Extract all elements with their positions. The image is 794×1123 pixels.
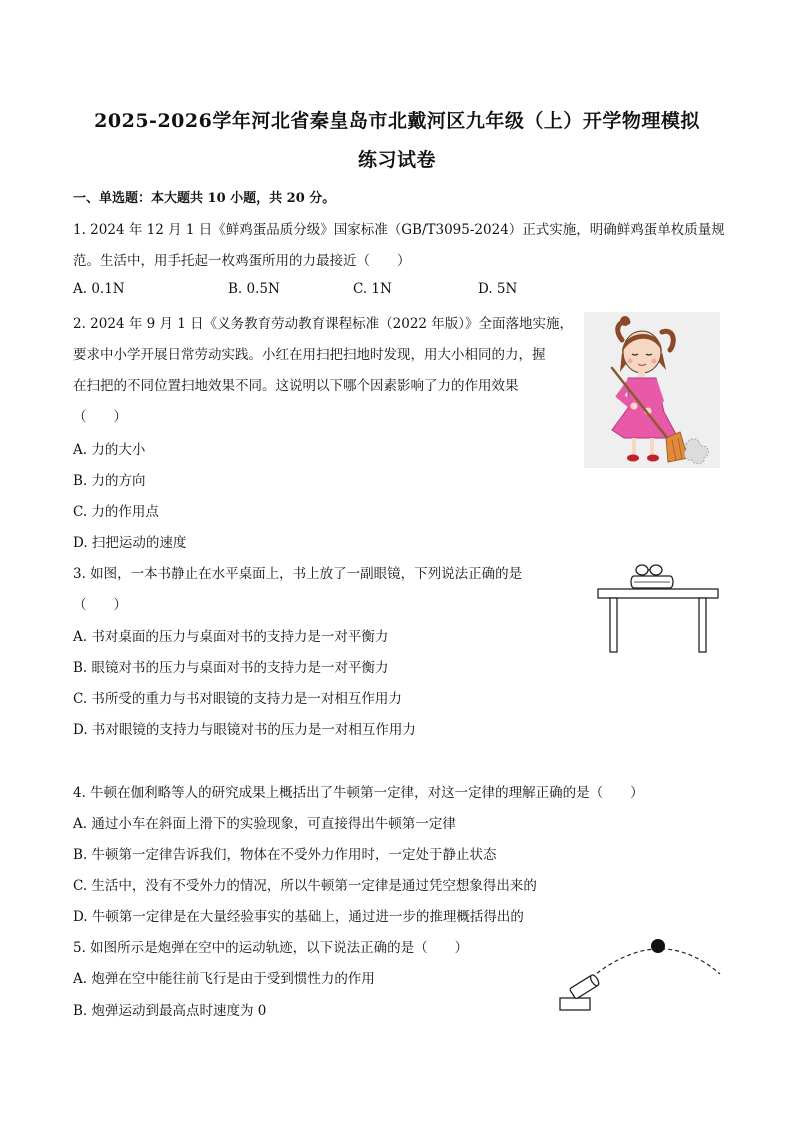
section-heading: 一、单选题：本大题共 10 小题，共 20 分。 [73,191,336,206]
q2-option-c: C. 力的作用点 [73,504,159,520]
q1-stem-line-1: 1. 2024 年 12 月 1 日《鲜鸡蛋品质分级》国家标准（GB/T3095-2024）正式实施，明确鲜鸡蛋单枚质量规 [73,222,725,238]
girl-sweeping-illustration [584,312,720,468]
q3-option-c: C. 书所受的重力与书对眼镜的支持力是一对相互作用力 [73,691,402,707]
cannon-trajectory-diagram [556,932,722,1014]
q2-option-b: B. 力的方向 [73,473,146,489]
q4-option-a: A. 通过小车在斜面上滑下的实验现象，可直接得出牛顿第一定律 [73,816,456,832]
q1-stem-line-2: 范。生活中，用手托起一枚鸡蛋所用的力最接近（ ） [73,253,411,269]
q3-option-d: D. 书对眼镜的支持力与眼镜对书的压力是一对相互作用力 [73,722,416,738]
q5-option-b: B. 炮弹运动到最高点时速度为 0 [73,1003,267,1019]
q2-stem-line-1: 2. 2024 年 9 月 1 日《义务教育劳动教育课程标准（2022 年版）》全面落地实施， [73,316,574,332]
q3-stem-line-2: （ ） [73,597,127,613]
q3-option-a: A. 书对桌面的压力与桌面对书的支持力是一对平衡力 [73,629,389,645]
exam-title-line-1: 2025-2026学年河北省秦皇岛市北戴河区九年级（上）开学物理模拟 [94,110,700,132]
q5-option-a: A. 炮弹在空中能往前飞行是由于受到惯性力的作用 [73,971,375,987]
q2-stem-line-3: 在扫把的不同位置扫地效果不同。这说明以下哪个因素影响了力的作用效果 [73,378,519,394]
q4-option-d: D. 牛顿第一定律是在大量经验事实的基础上，通过进一步的推理概括得出的 [73,909,524,925]
q2-stem-line-2: 要求中小学开展日常劳动实践。小红在用扫把扫地时发现，用大小相同的力，握 [73,347,546,363]
q1-option-b: B. 0.5N [228,281,280,297]
q4-stem-line-1: 4. 牛顿在伽利略等人的研究成果上概括出了牛顿第一定律，对这一定律的理解正确的是（ ） [73,785,644,801]
q2-option-d: D. 扫把运动的速度 [73,535,187,551]
q4-option-b: B. 牛顿第一定律告诉我们，物体在不受外力作用时，一定处于静止状态 [73,847,497,863]
q1-option-d: D. 5N [478,281,518,297]
q2-stem-line-4: （ ） [73,409,127,425]
exam-title-line-2: 练习试卷 [357,149,436,171]
q1-option-a: A. 0.1N [73,281,125,297]
q1-option-c: C. 1N [353,281,392,297]
q5-stem-line-1: 5. 如图所示是炮弹在空中的运动轨迹，以下说法正确的是（ ） [73,940,469,956]
q3-stem-line-1: 3. 如图，一本书静止在水平桌面上，书上放了一副眼镜，下列说法正确的是 [73,566,523,582]
q2-option-a: A. 力的大小 [73,442,146,458]
q3-option-b: B. 眼镜对书的压力与桌面对书的支持力是一对平衡力 [73,660,389,676]
book-glasses-table-diagram [594,562,722,654]
q4-option-c: C. 生活中，没有不受外力的情况，所以牛顿第一定律是通过凭空想象得出来的 [73,878,537,894]
